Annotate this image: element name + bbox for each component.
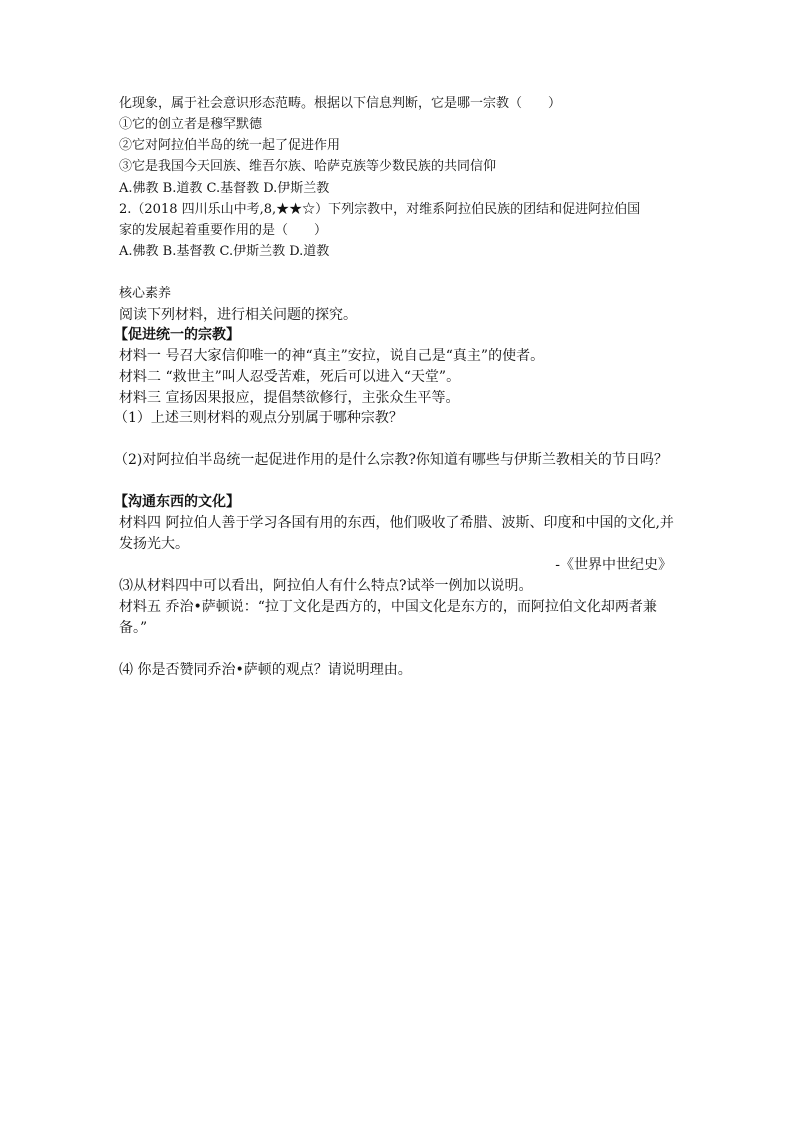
material-4-source: -《世界中世纪史》	[555, 557, 672, 573]
material-3: 材料三 宣扬因果报应，提倡禁欲修行，主张众生平等。	[119, 390, 460, 406]
material-4-line2: 发扬光大。	[119, 536, 189, 552]
q1-clue-2: ②它对阿拉伯半岛的统一起了促进作用	[119, 138, 341, 153]
q2-stem-line2: 家的发展起着重要作用的是（ ）	[119, 223, 328, 238]
q1-clue-1: ①它的创立者是穆罕默德	[119, 117, 263, 132]
material-1: 材料一 号召大家信仰唯一的神“真主”安拉，说自己是“真主”的使者。	[119, 348, 545, 364]
q1-stem: 化现象，属于社会意识形态范畴。根据以下信息判断，它是哪一宗教（ ）	[119, 96, 562, 111]
question-3: ⑶从材料四中可以看出，阿拉伯人有什么特点?试举一例加以说明。	[119, 578, 533, 594]
q2-stem-line1: 2.（2018 四川乐山中考,8,★★☆）下列宗教中，对维系阿拉伯民族的团结和促进阿拉伯国	[119, 202, 641, 217]
material-5-line2: 备。”	[119, 620, 148, 636]
question-2: （2)对阿拉伯半岛统一起促进作用的是什么宗教?你知道有哪些与伊斯兰教相关的节日吗？	[114, 452, 668, 468]
question-4: ⑷ 你是否赞同乔治•萨顿的观点？请说明理由。	[119, 662, 412, 678]
core-title: 核心素养	[119, 286, 172, 301]
section1-heading: 【促进统一的宗教】	[114, 327, 240, 343]
material-4-line1: 材料四 阿拉伯人善于学习各国有用的东西，他们吸收了希腊、波斯、印度和中国的文化,并	[119, 515, 674, 531]
q1-clue-3: ③它是我国今天回族、维吾尔族、哈萨克族等少数民族的共同信仰	[119, 159, 497, 174]
core-intro: 阅读下列材料，进行相关问题的探究。	[119, 307, 357, 323]
section2-heading: 【沟通东西的文化】	[114, 494, 240, 510]
q1-options: A.佛教 B.道教 C.基督教 D.伊斯兰教	[119, 181, 330, 196]
q2-options: A.佛教 B.基督教 C.伊斯兰教 D.道教	[119, 244, 330, 259]
question-1: （1）上述三则材料的观点分别属于哪种宗教？	[114, 410, 403, 426]
material-5-line1: 材料五 乔治•萨顿说：“拉丁文化是西方的，中国文化是东方的，而阿拉伯文化却两者兼	[119, 599, 657, 615]
material-2: 材料二 “救世主”叫人忍受苦难，死后可以进入“天堂”。	[119, 369, 461, 385]
